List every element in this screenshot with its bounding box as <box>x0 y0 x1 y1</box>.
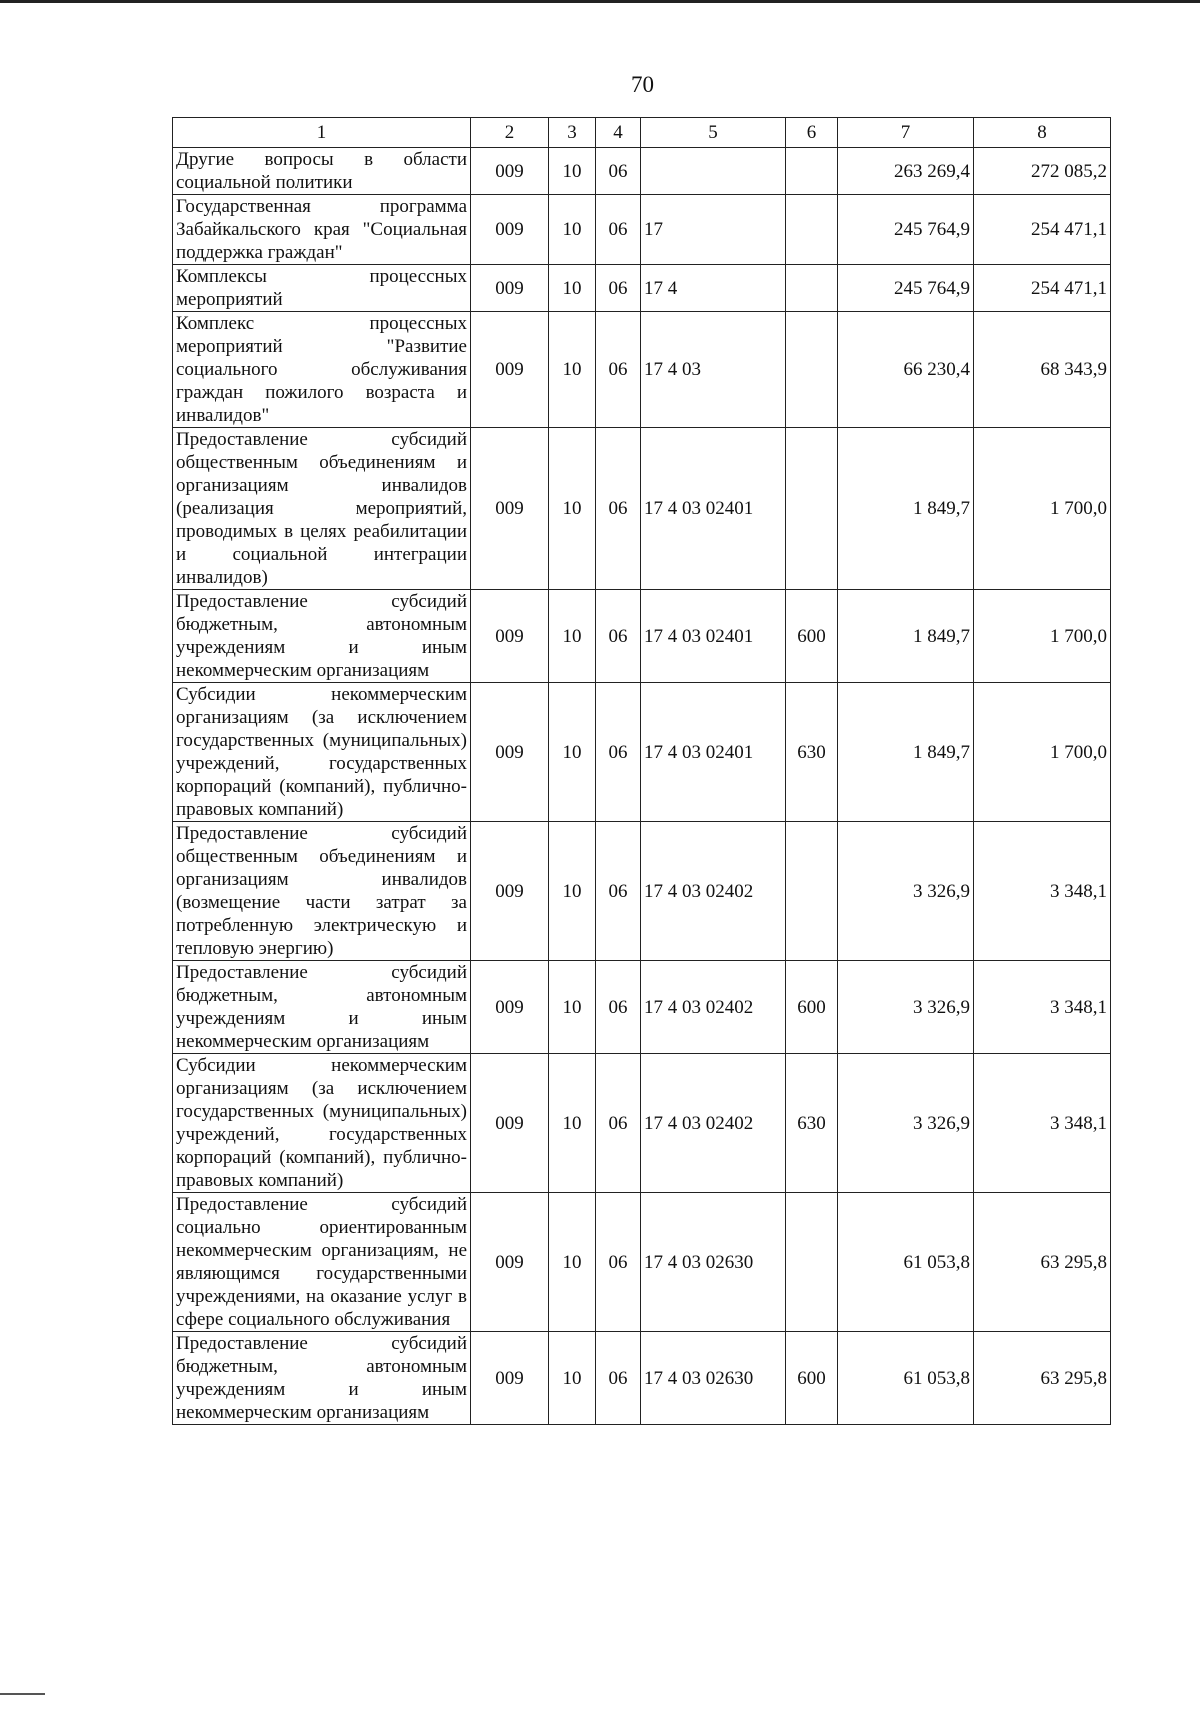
cell-expense-type: 600 <box>786 590 838 683</box>
cell-amount-col8: 1 700,0 <box>974 590 1111 683</box>
column-header: 6 <box>786 118 838 148</box>
cell-expense-type <box>786 265 838 312</box>
cell-amount-col8: 254 471,1 <box>974 265 1111 312</box>
cell-subsection: 06 <box>596 822 641 961</box>
row-name: Другие вопросы в области социальной политики <box>173 148 471 195</box>
cell-amount-col7: 3 326,9 <box>838 1054 974 1193</box>
cell-amount-col8: 3 348,1 <box>974 822 1111 961</box>
cell-amount-col7: 245 764,9 <box>838 265 974 312</box>
row-name: Предоставление субсидий общественным объединениям и организациям инвалидов (реализация мероприятий, проводимых в целях реабилитации и социальной интеграции инвалидов) <box>173 428 471 590</box>
cell-amount-col7: 3 326,9 <box>838 961 974 1054</box>
cell-subsection: 06 <box>596 590 641 683</box>
column-header: 3 <box>549 118 596 148</box>
cell-amount-col8: 1 700,0 <box>974 683 1111 822</box>
cell-section: 10 <box>549 195 596 265</box>
table-row <box>173 428 1111 590</box>
cell-expense-type: 600 <box>786 1332 838 1425</box>
cell-amount-col8: 3 348,1 <box>974 961 1111 1054</box>
column-header: 1 <box>173 118 471 148</box>
cell-expense-type <box>786 822 838 961</box>
cell-section: 10 <box>549 428 596 590</box>
cell-expense-type: 630 <box>786 683 838 822</box>
cell-ministry: 009 <box>471 961 549 1054</box>
table-row <box>173 148 1111 195</box>
cell-expense-type <box>786 312 838 428</box>
cell-section: 10 <box>549 148 596 195</box>
row-name: Предоставление субсидий бюджетным, автономным учреждениям и иным некоммерческим организациям <box>173 590 471 683</box>
cell-amount-col7: 61 053,8 <box>838 1193 974 1332</box>
cell-ministry: 009 <box>471 428 549 590</box>
cell-amount-col7: 1 849,7 <box>838 683 974 822</box>
cell-target-article: 17 4 03 02401 <box>641 590 786 683</box>
cell-ministry: 009 <box>471 590 549 683</box>
cell-section: 10 <box>549 590 596 683</box>
cell-expense-type: 600 <box>786 961 838 1054</box>
budget-table <box>172 117 1111 1425</box>
cell-subsection: 06 <box>596 683 641 822</box>
cell-subsection: 06 <box>596 1332 641 1425</box>
cell-ministry: 009 <box>471 312 549 428</box>
cell-amount-col8: 63 295,8 <box>974 1332 1111 1425</box>
column-header: 4 <box>596 118 641 148</box>
cell-ministry: 009 <box>471 148 549 195</box>
scan-edge-mark <box>0 1693 45 1695</box>
cell-subsection: 06 <box>596 428 641 590</box>
cell-subsection: 06 <box>596 195 641 265</box>
row-name: Предоставление субсидий общественным объединениям и организациям инвалидов (возмещение части затрат за потребленную электрическую и тепловую энергию) <box>173 822 471 961</box>
cell-section: 10 <box>549 1054 596 1193</box>
table-row <box>173 590 1111 683</box>
table-row <box>173 961 1111 1054</box>
cell-target-article: 17 4 03 02630 <box>641 1332 786 1425</box>
table-row <box>173 195 1111 265</box>
cell-amount-col7: 61 053,8 <box>838 1332 974 1425</box>
row-name: Предоставление субсидий бюджетным, автономным учреждениям и иным некоммерческим организациям <box>173 961 471 1054</box>
column-header: 2 <box>471 118 549 148</box>
row-name: Предоставление субсидий бюджетным, автономным учреждениям и иным некоммерческим организациям <box>173 1332 471 1425</box>
row-name: Государственная программа Забайкальского края "Социальная поддержка граждан" <box>173 195 471 265</box>
row-name: Предоставление субсидий социально ориентированным некоммерческим организациям, не являющимся государственными учреждениями, на оказание услуг в сфере социального обслуживания <box>173 1193 471 1332</box>
cell-subsection: 06 <box>596 961 641 1054</box>
cell-subsection: 06 <box>596 265 641 312</box>
table-row <box>173 265 1111 312</box>
cell-section: 10 <box>549 265 596 312</box>
row-name: Субсидии некоммерческим организациям (за исключением государственных (муниципальных) учреждений, государственных корпораций (компаний), публично-правовых компаний) <box>173 1054 471 1193</box>
cell-section: 10 <box>549 1193 596 1332</box>
cell-target-article <box>641 148 786 195</box>
cell-amount-col7: 3 326,9 <box>838 822 974 961</box>
cell-amount-col8: 68 343,9 <box>974 312 1111 428</box>
cell-amount-col8: 254 471,1 <box>974 195 1111 265</box>
cell-target-article: 17 4 03 02401 <box>641 683 786 822</box>
cell-ministry: 009 <box>471 683 549 822</box>
cell-target-article: 17 4 03 02402 <box>641 1054 786 1193</box>
cell-ministry: 009 <box>471 1332 549 1425</box>
cell-amount-col7: 263 269,4 <box>838 148 974 195</box>
table-row <box>173 822 1111 961</box>
cell-section: 10 <box>549 683 596 822</box>
cell-subsection: 06 <box>596 1193 641 1332</box>
cell-target-article: 17 4 03 02402 <box>641 961 786 1054</box>
column-header: 5 <box>641 118 786 148</box>
cell-target-article: 17 4 03 <box>641 312 786 428</box>
cell-section: 10 <box>549 961 596 1054</box>
cell-target-article: 17 4 03 02402 <box>641 822 786 961</box>
table-row <box>173 1054 1111 1193</box>
cell-amount-col8: 272 085,2 <box>974 148 1111 195</box>
row-name: Комплекс процессных мероприятий "Развитие социального обслуживания граждан пожилого возраста и инвалидов" <box>173 312 471 428</box>
cell-target-article: 17 <box>641 195 786 265</box>
cell-subsection: 06 <box>596 312 641 428</box>
row-name: Субсидии некоммерческим организациям (за исключением государственных (муниципальных) учреждений, государственных корпораций (компаний), публично-правовых компаний) <box>173 683 471 822</box>
cell-section: 10 <box>549 312 596 428</box>
cell-ministry: 009 <box>471 195 549 265</box>
cell-subsection: 06 <box>596 1054 641 1193</box>
column-header: 7 <box>838 118 974 148</box>
cell-amount-col7: 1 849,7 <box>838 590 974 683</box>
table-header-row <box>173 118 1111 148</box>
cell-section: 10 <box>549 822 596 961</box>
cell-amount-col8: 1 700,0 <box>974 428 1111 590</box>
cell-amount-col8: 63 295,8 <box>974 1193 1111 1332</box>
cell-amount-col7: 66 230,4 <box>838 312 974 428</box>
cell-ministry: 009 <box>471 1054 549 1193</box>
table-row <box>173 1193 1111 1332</box>
row-name: Комплексы процессных мероприятий <box>173 265 471 312</box>
table-row <box>173 312 1111 428</box>
cell-expense-type <box>786 148 838 195</box>
cell-amount-col8: 3 348,1 <box>974 1054 1111 1193</box>
cell-amount-col7: 245 764,9 <box>838 195 974 265</box>
cell-ministry: 009 <box>471 822 549 961</box>
table-row <box>173 1332 1111 1425</box>
column-header: 8 <box>974 118 1111 148</box>
cell-target-article: 17 4 03 02630 <box>641 1193 786 1332</box>
cell-ministry: 009 <box>471 1193 549 1332</box>
cell-ministry: 009 <box>471 265 549 312</box>
cell-expense-type <box>786 195 838 265</box>
cell-expense-type: 630 <box>786 1054 838 1193</box>
cell-subsection: 06 <box>596 148 641 195</box>
cell-section: 10 <box>549 1332 596 1425</box>
table-row <box>173 683 1111 822</box>
cell-amount-col7: 1 849,7 <box>838 428 974 590</box>
top-border-line <box>0 0 1200 3</box>
cell-target-article: 17 4 <box>641 265 786 312</box>
cell-target-article: 17 4 03 02401 <box>641 428 786 590</box>
page-number: 70 <box>631 72 654 97</box>
cell-expense-type <box>786 428 838 590</box>
cell-expense-type <box>786 1193 838 1332</box>
